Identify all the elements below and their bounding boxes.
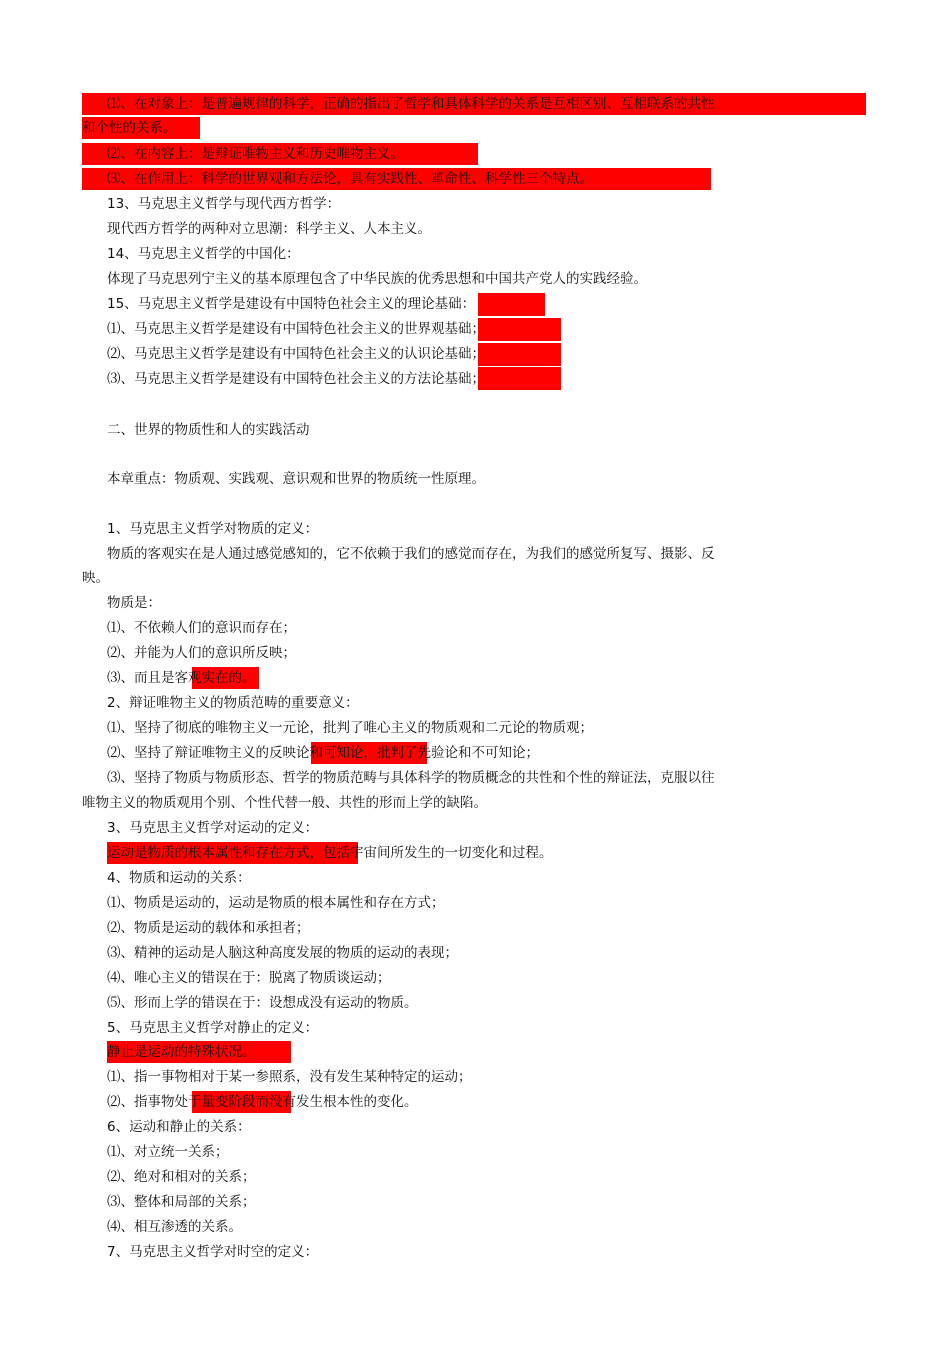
text-line: 体现了马克思列宁主义的基本原理包含了中华民族的优秀思想和中国共产党人的实践经验。 — [107, 271, 647, 287]
text-line: 物质是： — [107, 595, 161, 611]
text-line: 3、马克思主义哲学对运动的定义： — [107, 820, 319, 836]
highlight-8 — [478, 367, 561, 390]
text-line: 15、马克思主义哲学是建设有中国特色社会主义的理论基础： — [107, 296, 476, 312]
text-line: ⑷、相互渗透的关系。 — [107, 1219, 242, 1235]
text-line: ⑶、整体和局部的关系； — [107, 1194, 256, 1210]
highlight-7 — [478, 343, 561, 366]
text-line: 运动是物质的根本属性和存在方式，包括宇宙间所发生的一切变化和过程。 — [107, 845, 553, 861]
text-line: 7、马克思主义哲学对时空的定义： — [107, 1244, 319, 1260]
text-line: 1、马克思主义哲学对物质的定义： — [107, 521, 319, 537]
text-line: ⑵、在内容上：是辩证唯物主义和历史唯物主义。 — [107, 146, 404, 162]
text-line: ⑴、马克思主义哲学是建设有中国特色社会主义的世界观基础； — [107, 321, 485, 337]
text-line: ⑵、绝对和相对的关系； — [107, 1169, 256, 1185]
text-line: ⑴、不依赖人们的意识而存在； — [107, 620, 296, 636]
text-line: ⑶、而且是客观实在的。 — [107, 670, 256, 686]
text-line: ⑴、对立统一关系； — [107, 1144, 229, 1160]
text-line: 2、辩证唯物主义的物质范畴的重要意义： — [107, 695, 359, 711]
text-line: ⑷、唯心主义的错误在于：脱离了物质谈运动； — [107, 970, 391, 986]
text-line: 映。 — [82, 570, 109, 586]
text-line: 和个性的关系。 — [82, 120, 177, 136]
text-line: ⑶、在作用上：科学的世界观和方法论，具有实践性、革命性、科学性三个特点。 — [107, 171, 593, 187]
text-line: 物质的客观实在是人通过感觉感知的，它不依赖于我们的感觉而存在，为我们的感觉所复写、摄影、反 — [107, 546, 715, 562]
text-line: ⑶、精神的运动是人脑这种高度发展的物质的运动的表现； — [107, 945, 458, 961]
text-line: 4、物质和运动的关系： — [107, 870, 251, 886]
text-line: ⑶、坚持了物质与物质形态、哲学的物质范畴与具体科学的物质概念的共性和个性的辩证法，克服以往 — [107, 770, 715, 786]
text-line: ⑸、形而上学的错误在于：设想成没有运动的物质。 — [107, 995, 418, 1011]
text-line: 6、运动和静止的关系： — [107, 1119, 251, 1135]
text-line: 静止是运动的特殊状况。 — [107, 1044, 256, 1060]
text-line: 现代西方哲学的两种对立思潮：科学主义、人本主义。 — [107, 221, 431, 237]
text-line: ⑶、马克思主义哲学是建设有中国特色社会主义的方法论基础； — [107, 371, 485, 387]
text-line: ⑵、马克思主义哲学是建设有中国特色社会主义的认识论基础； — [107, 346, 485, 362]
text-line: ⑵、指事物处于量变阶段而没有发生根本性的变化。 — [107, 1094, 418, 1110]
text-line: ⑵、物质是运动的载体和承担者； — [107, 920, 310, 936]
text-line: 14、马克思主义哲学的中国化： — [107, 246, 300, 262]
text-line: ⑴、物质是运动的，运动是物质的根本属性和存在方式； — [107, 895, 445, 911]
text-line: 本章重点：物质观、实践观、意识观和世界的物质统一性原理。 — [107, 471, 485, 487]
highlight-5 — [478, 293, 545, 316]
highlight-6 — [478, 318, 561, 341]
text-line: ⑴、坚持了彻底的唯物主义一元论，批判了唯心主义的物质观和二元论的物质观； — [107, 720, 593, 736]
text-line: 唯物主义的物质观用个别、个性代替一般、共性的形而上学的缺陷。 — [82, 795, 487, 811]
text-line: ⑴、指一事物相对于某一参照系，没有发生某种特定的运动； — [107, 1069, 472, 1085]
text-line: ⑵、坚持了辩证唯物主义的反映论和可知论，批判了先验论和不可知论； — [107, 745, 539, 761]
text-line: ⑵、并能为人们的意识所反映； — [107, 645, 296, 661]
text-line: 5、马克思主义哲学对静止的定义： — [107, 1020, 319, 1036]
text-line: 13、马克思主义哲学与现代西方哲学： — [107, 196, 341, 212]
text-line: ⑴、在对象上：是普遍规律的科学，正确的指出了哲学和具体科学的关系是互相区别、互相联系的共性 — [107, 96, 715, 112]
section-heading: 二、世界的物质性和人的实践活动 — [107, 422, 310, 438]
